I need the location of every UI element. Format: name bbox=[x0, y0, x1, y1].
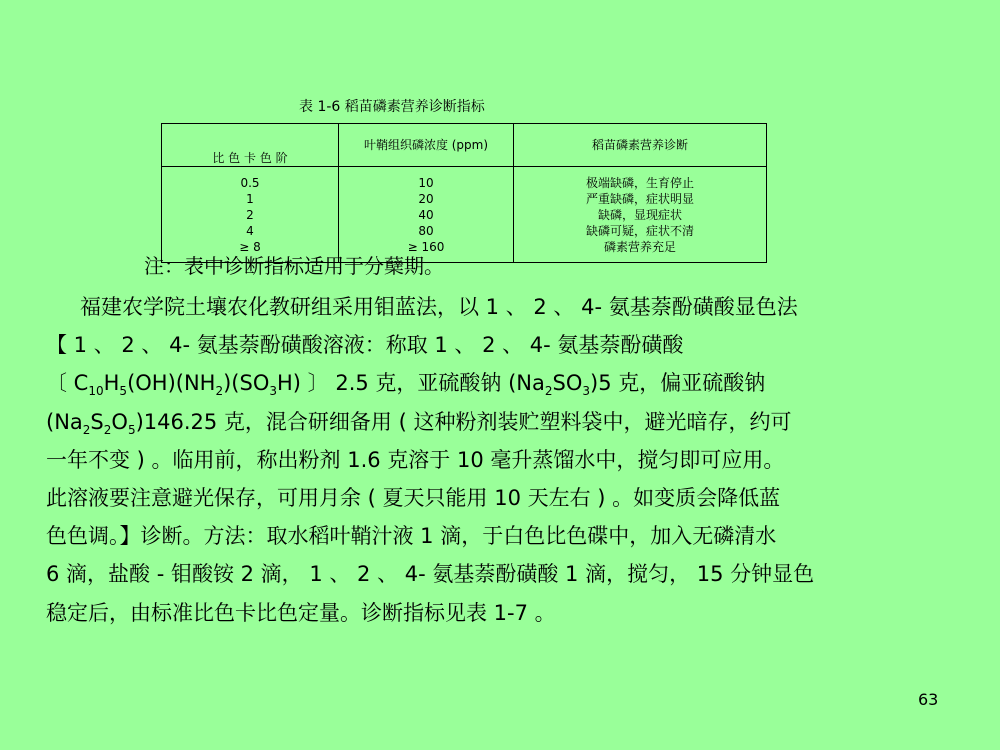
text-run: 〔 C bbox=[46, 371, 89, 396]
header-color-grade: 比 色 卡 色 阶 bbox=[162, 124, 339, 167]
subscript: 10 bbox=[88, 384, 104, 399]
subscript: 2 bbox=[82, 422, 91, 437]
text-run: H) 〕 2.5 克，亚硫酸钠 (Na bbox=[277, 371, 545, 396]
text-run: (OH)(NH bbox=[127, 371, 216, 396]
diagnosis-cell bbox=[514, 167, 767, 263]
diagnosis-table bbox=[161, 123, 767, 263]
text-run: SO bbox=[552, 371, 583, 396]
subscript: 2 bbox=[103, 422, 112, 437]
color-grade-cell bbox=[162, 167, 339, 263]
formula-line bbox=[46, 364, 946, 402]
subscript: 2 bbox=[544, 384, 553, 399]
paragraph-line: 此溶液要注意避光保存，可用月余 ( 夏天只能用 10 天左右 ) 。如变质会降低蓝 bbox=[46, 485, 781, 510]
page-number: 63 bbox=[918, 690, 939, 709]
header-phosphorus-concentration: 叶鞘组织磷浓度 (ppm) bbox=[339, 124, 514, 167]
table-header-row bbox=[162, 124, 767, 167]
text-run: )(SO bbox=[223, 371, 270, 396]
table-note: 注：表中诊断指标适用于分蘖期。 bbox=[144, 254, 444, 278]
subscript: 5 bbox=[127, 422, 136, 437]
paragraph-line: 一年不变 ) 。临用前，称出粉剂 1.6 克溶于 10 毫升蒸馏水中，搅匀即可应用。 bbox=[46, 447, 785, 472]
subscript: 3 bbox=[269, 384, 277, 399]
text-run: )5 克，偏亚硫酸钠 bbox=[590, 371, 766, 396]
concentration-value: ≥ 160 bbox=[407, 240, 445, 254]
table-caption: 表 1-6 稻苗磷素营养诊断指标 bbox=[299, 99, 485, 115]
concentration-value: 10 bbox=[418, 176, 434, 190]
concentration-value: 20 bbox=[418, 192, 434, 206]
color-grade-value: 4 bbox=[246, 224, 254, 238]
color-grade-value: 2 bbox=[246, 208, 254, 222]
subscript: 2 bbox=[215, 384, 224, 399]
formula-line bbox=[46, 403, 946, 441]
color-grade-value: 1 bbox=[246, 192, 254, 206]
paragraph-line: 福建农学院土壤农化教研组采用钼蓝法，以 1 、 2 、 4- 氨基萘酚磺酸显色法 bbox=[80, 295, 798, 319]
diagnosis-value: 极端缺磷，生育停止 bbox=[585, 176, 694, 190]
text-run: (Na bbox=[46, 409, 83, 434]
text-run: O bbox=[111, 409, 128, 434]
header-diagnosis: 稻苗磷素营养诊断 bbox=[514, 124, 767, 167]
diagnosis-value: 磷素营养充足 bbox=[603, 240, 676, 254]
subscript: 5 bbox=[119, 384, 128, 399]
method-paragraph bbox=[46, 288, 946, 632]
concentration-value: 40 bbox=[418, 208, 434, 222]
subscript: 3 bbox=[582, 384, 590, 399]
paragraph-line: 【 1 、 2 、 4- 氨基萘酚磺酸溶液：称取 1 、 2 、 4- 氨基萘酚磺酸 bbox=[46, 333, 684, 358]
diagnosis-value: 缺磷，显现症状 bbox=[597, 208, 682, 222]
concentration-value: 80 bbox=[418, 224, 434, 238]
color-grade-value: ≥ 8 bbox=[239, 240, 261, 254]
paragraph-line: 6 滴，盐酸 - 钼酸铵 2 滴， 1 、 2 、 4- 氨基萘酚磺酸 1 滴，搅匀， 15 分钟显色 bbox=[46, 562, 815, 587]
diagnosis-value: 缺磷可疑，症状不清 bbox=[585, 224, 694, 238]
text-run: )146.25 克，混合研细备用 ( 这种粉剂装贮塑料袋中，避光暗存，约可 bbox=[135, 409, 792, 434]
diagnosis-value: 严重缺磷，症状明显 bbox=[585, 192, 694, 206]
text-run: H bbox=[103, 371, 120, 396]
text-run: S bbox=[90, 409, 104, 434]
concentration-cell bbox=[339, 167, 514, 263]
color-grade-value: 0.5 bbox=[240, 176, 260, 190]
table-body-row bbox=[162, 167, 767, 263]
paragraph-line: 稳定后，由标准比色卡比色定量。诊断指标见表 1-7 。 bbox=[46, 600, 556, 625]
paragraph-line: 色色调。】诊断。方法：取水稻叶鞘汁液 1 滴，于白色比色碟中，加入无磷清水 bbox=[46, 524, 777, 549]
